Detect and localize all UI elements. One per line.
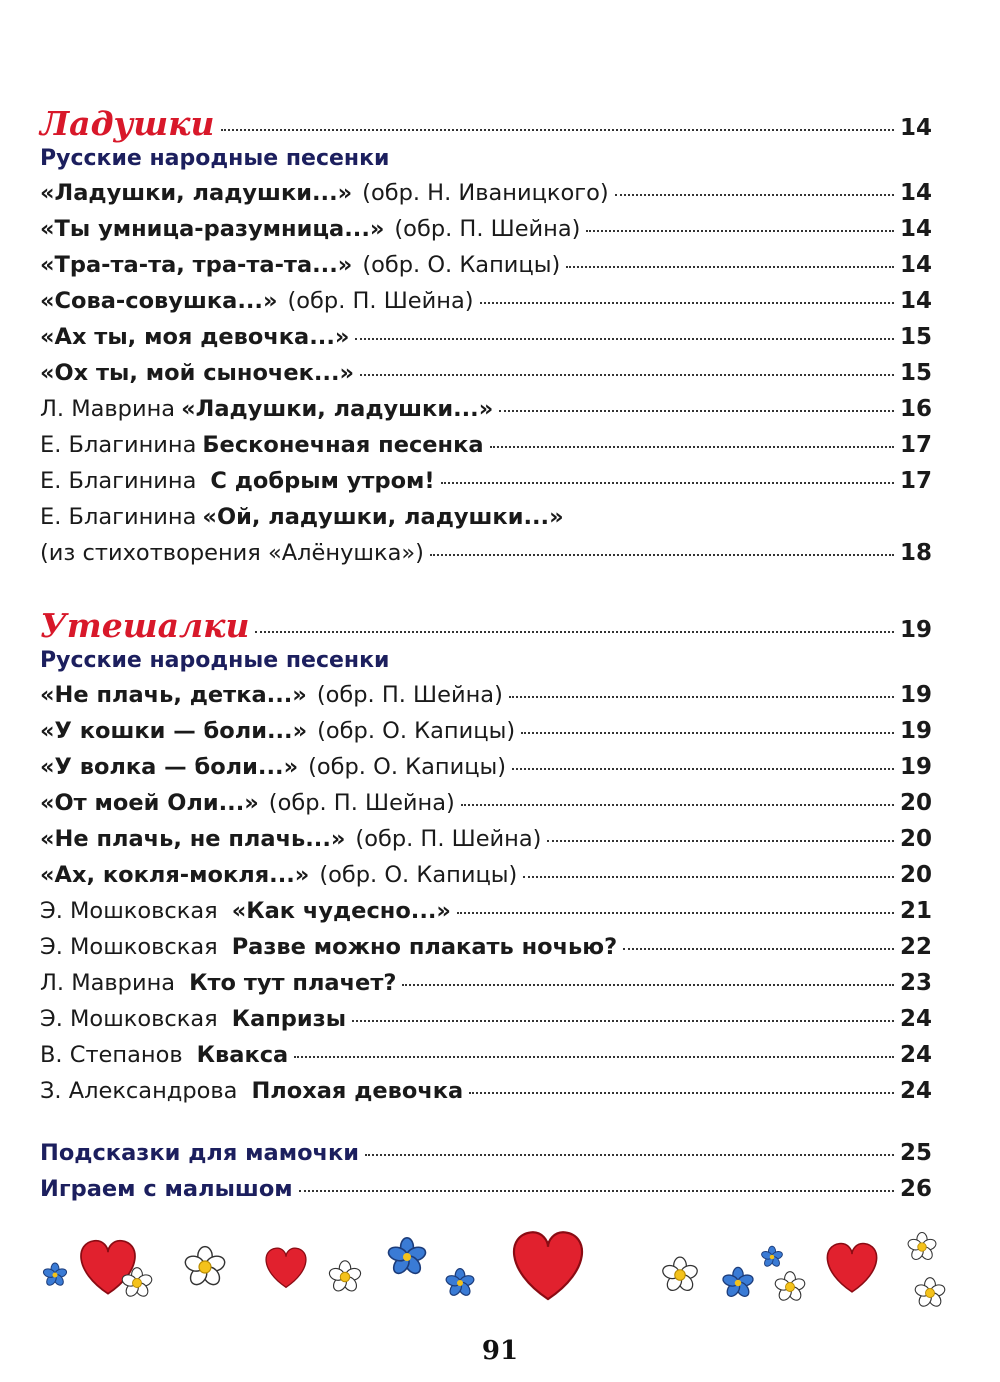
page-ref: 20 [899,790,932,816]
page-ref: 17 [899,468,932,494]
page-number: 91 [481,1336,519,1366]
heart-icon [514,1232,582,1299]
dot-leader [255,631,894,633]
entry-note: (обр. О. Капицы) [362,252,561,278]
entry-author: Е. Благинина [40,468,197,494]
page-ref: 24 [899,1042,932,1068]
entry-title: «Ты умница-разумница...» [40,216,385,242]
entry-title: «У кошки — боли...» [40,718,308,744]
entry-author: Л. Маврина [40,970,176,996]
dot-leader [480,302,894,304]
toc-entry[interactable] [40,790,932,826]
entry-title: С добрым утром! [210,468,435,494]
entry-title: «Ах ты, моя девочка...» [40,324,350,350]
entry-title: Кто тут плачет? [189,970,397,996]
dot-leader [521,732,894,734]
entry-title: «У волка — боли...» [40,754,299,780]
heart-icon [827,1243,876,1291]
dot-leader [523,876,894,878]
entry-note: (обр. П. Шейна) [268,790,455,816]
section-subtitle [40,146,932,180]
toc-entry[interactable] [40,862,932,898]
table-of-contents [40,104,932,1212]
dot-leader [299,1190,894,1192]
dot-leader [512,768,894,770]
entry-title: «Ах, кокля-мокля...» [40,862,310,888]
flower-icon [387,1238,427,1276]
dot-leader [294,1056,894,1058]
flower-icon [661,1257,699,1293]
entry-title: Разве можно плакать ночью? [231,934,618,960]
toc-entry[interactable] [40,504,932,540]
dot-leader [355,338,894,340]
toc-entry-continuation[interactable] [40,540,932,576]
page-ref: 14 [899,180,932,206]
toc-entry[interactable] [40,288,932,324]
toc-entry[interactable] [40,324,932,360]
toc-entry[interactable] [40,970,932,1006]
entry-title: Играем с малышом [40,1176,293,1202]
entry-title: Бесконечная песенка [202,432,484,458]
toc-entry[interactable] [40,898,932,934]
page-ref: 14 [899,252,932,278]
entry-title: Плохая девочка [251,1078,464,1104]
page-ref: 19 [899,617,932,643]
entry-author: В. Степанов [40,1042,183,1068]
entry-title: «Как чудесно...» [231,898,451,924]
dot-leader [469,1092,894,1094]
entry-title: «Сова-совушка...» [40,288,278,314]
entry-title: Подсказки для мамочки [40,1140,360,1166]
dot-leader [360,374,894,376]
toc-entry[interactable] [40,934,932,970]
toc-entry[interactable] [40,216,932,252]
subtitle-text: Русские народные песенки [40,648,390,673]
section-heading-ladushki[interactable] [40,104,932,146]
entry-note: (обр. О. Капицы) [317,718,516,744]
dot-leader [547,840,894,842]
entry-author: Э. Мошковская [40,934,218,960]
entry-author: Е. Благинина [40,432,197,458]
entry-title: Капризы [231,1006,347,1032]
entry-title: «От моей Оли...» [40,790,259,816]
entry-title: «Тра-та-та, тра-та-та...» [40,252,353,278]
page-ref: 17 [899,432,932,458]
toc-entry[interactable] [40,396,932,432]
entry-author: Л. Маврина [40,396,176,422]
entry-author: Э. Мошковская [40,898,218,924]
entry-title: «Ох ты, мой сыночек...» [40,360,355,386]
entry-note: (обр. Н. Иваницкого) [362,180,609,206]
toc-entry[interactable] [40,468,932,504]
page-ref: 14 [899,115,932,141]
entry-note: (обр. О. Капицы) [308,754,507,780]
section-heading-uteshalki[interactable] [40,606,932,648]
page-ref: 18 [899,540,932,566]
entry-author: З. Александрова [40,1078,238,1104]
page-ref: 26 [899,1176,932,1202]
dot-leader [566,266,894,268]
toc-entry[interactable] [40,826,932,862]
entry-title: «Ладушки, ладушки...» [181,396,494,422]
dot-leader [221,129,894,131]
dot-leader [623,948,894,950]
toc-entry[interactable] [40,180,932,216]
entry-note: (обр. П. Шейна) [316,682,503,708]
page-ref: 14 [899,216,932,242]
dot-leader [586,230,894,232]
entry-note: (из стихотворения «Алёнушка») [40,540,424,566]
dot-leader [490,446,894,448]
page-ref: 20 [899,826,932,852]
page-ref: 14 [899,288,932,314]
entry-note: (обр. П. Шейна) [287,288,474,314]
flower-icon [761,1246,784,1268]
toc-entry[interactable] [40,360,932,396]
flower-icon [328,1261,362,1294]
page-ref: 23 [899,970,932,996]
decorative-border [0,1225,1000,1325]
flower-icon [907,1233,938,1262]
dot-leader [430,554,894,556]
dot-leader [499,410,894,412]
dot-leader [365,1154,894,1156]
section-subtitle [40,648,932,682]
toc-entry[interactable] [40,432,932,468]
page-ref: 19 [899,754,932,780]
dot-leader [402,984,894,986]
toc-entry[interactable] [40,1042,932,1078]
dot-leader [461,804,894,806]
flower-icon [183,1247,226,1288]
entry-author: Е. Благинина [40,504,197,530]
page-ref: 19 [899,718,932,744]
toc-entry[interactable] [40,718,932,754]
entry-note: (обр. П. Шейна) [394,216,581,242]
entry-title: Квакса [196,1042,289,1068]
entry-author: Э. Мошковская [40,1006,218,1032]
entry-note: (обр. О. Капицы) [319,862,518,888]
page-ref: 22 [899,934,932,960]
page-ref: 20 [899,862,932,888]
entry-title: «Ладушки, ладушки...» [40,180,353,206]
page-ref: 24 [899,1006,932,1032]
entry-note: (обр. П. Шейна) [355,826,542,852]
heart-icon [266,1248,306,1287]
toc-entry[interactable] [40,754,932,790]
flower-icon [42,1263,67,1287]
toc-entry-games[interactable] [40,1176,932,1212]
dot-leader [441,482,894,484]
dot-leader [615,194,894,196]
dot-leader [352,1020,894,1022]
flower-icon [722,1267,755,1298]
toc-entry[interactable] [40,1006,932,1042]
section-title: Ладушки [40,104,215,143]
page-ref: 24 [899,1078,932,1104]
page-ref: 16 [899,396,932,422]
page-ref: 21 [899,898,932,924]
page-ref: 15 [899,324,932,350]
entry-title: «Ой, ладушки, ладушки...» [202,504,564,530]
subtitle-text: Русские народные песенки [40,146,390,171]
dot-leader [457,912,894,914]
dot-leader [509,696,894,698]
flower-icon [914,1278,946,1309]
toc-entry[interactable] [40,1078,932,1114]
page-ref: 15 [899,360,932,386]
section-title: Утешалки [40,606,250,645]
toc-entry[interactable] [40,252,932,288]
toc-entry-tips[interactable] [40,1140,932,1176]
toc-entry[interactable] [40,682,932,718]
entry-title: «Не плачь, не плачь...» [40,826,346,852]
page-ref: 25 [899,1140,932,1166]
entry-title: «Не плачь, детка...» [40,682,307,708]
flower-icon [774,1272,806,1303]
flower-icon [445,1269,475,1298]
page-ref: 19 [899,682,932,708]
